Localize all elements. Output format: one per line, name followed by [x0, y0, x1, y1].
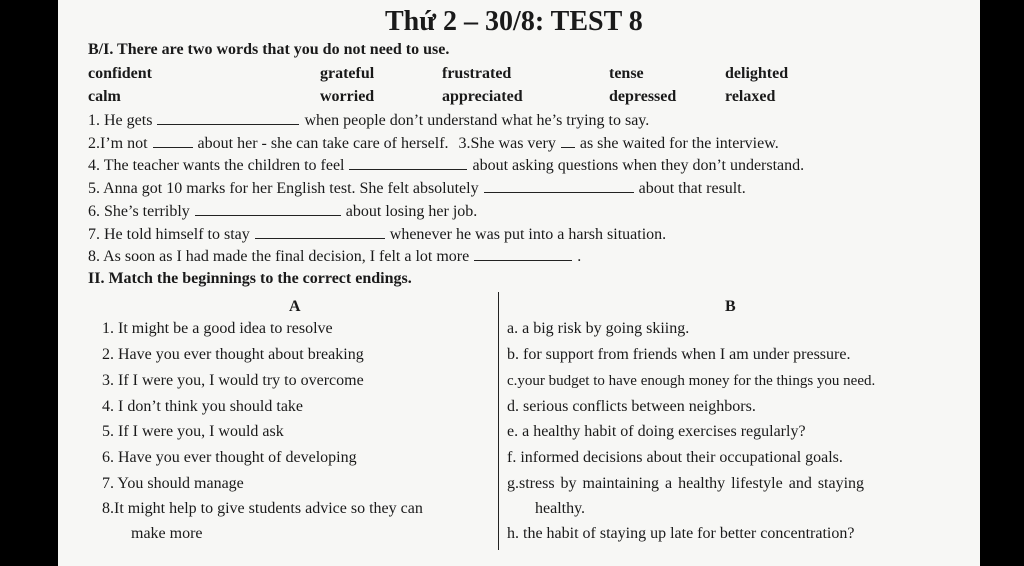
word-worried: worried: [320, 88, 375, 105]
match-a-3: 3. If I were you, I would try to overcome: [102, 372, 364, 389]
answer-blank-5[interactable]: [484, 178, 634, 193]
word-delighted: delighted: [725, 65, 789, 82]
answer-blank-4[interactable]: [349, 155, 467, 170]
answer-blank-8[interactable]: [474, 246, 572, 261]
match-b-b: b. for support from friends when I am under pressure.: [507, 346, 851, 363]
match-b-g: g.stress by maintaining a healthy lifestyle and staying: [507, 475, 865, 492]
match-a-4: 4. I don’t think you should take: [102, 398, 304, 415]
answer-blank-7[interactable]: [255, 224, 385, 239]
page-title: Thứ 2 – 30/8: TEST 8: [385, 6, 643, 37]
section2-heading: II. Match the beginnings to the correct endings.: [88, 270, 412, 287]
match-b-c: c.your budget to have enough money for the things you need.: [507, 373, 876, 389]
word-depressed: depressed: [609, 88, 677, 105]
question-4: 4. The teacher wants the children to feel about asking questions when they don’t understand.: [88, 157, 805, 174]
match-a-8-cont: make more: [131, 525, 203, 542]
word-calm: calm: [88, 88, 121, 105]
match-a-6: 6. Have you ever thought of developing: [102, 449, 357, 466]
question-8: 8. As soon as I had made the final decision, I felt a lot more .: [88, 248, 582, 265]
word-relaxed: relaxed: [725, 88, 776, 105]
match-b-h: h. the habit of staying up late for better concentration?: [507, 525, 855, 542]
match-a-8: 8.It might help to give students advice so they can: [102, 500, 423, 517]
question-2-3: 2.I’m not about her - she can take care of herself. 3.She was very as she waited for the interview.: [88, 135, 779, 152]
match-b-e: e. a healthy habit of doing exercises regularly?: [507, 423, 806, 440]
word-tense: tense: [609, 65, 644, 82]
section1-heading: B/I. There are two words that you do not need to use.: [88, 41, 450, 58]
worksheet-page: [58, 0, 980, 566]
question-1: 1. He gets when people don’t understand what he’s trying to say.: [88, 112, 650, 129]
question-6: 6. She’s terribly about losing her job.: [88, 203, 478, 220]
word-frustrated: frustrated: [442, 65, 512, 82]
match-b-g-cont: healthy.: [535, 500, 586, 517]
match-a-2: 2. Have you ever thought about breaking: [102, 346, 364, 363]
word-appreciated: appreciated: [442, 88, 523, 105]
column-a-header: A: [289, 298, 301, 315]
word-confident: confident: [88, 65, 152, 82]
column-divider: [498, 292, 499, 550]
match-b-f: f. informed decisions about their occupational goals.: [507, 449, 843, 466]
answer-blank-2[interactable]: [153, 133, 193, 148]
match-a-5: 5. If I were you, I would ask: [102, 423, 284, 440]
answer-blank-1[interactable]: [157, 110, 299, 125]
match-b-d: d. serious conflicts between neighbors.: [507, 398, 756, 415]
match-a-1: 1. It might be a good idea to resolve: [102, 320, 333, 337]
match-a-7: 7. You should manage: [102, 475, 244, 492]
question-7: 7. He told himself to stay whenever he was put into a harsh situation.: [88, 226, 667, 243]
answer-blank-6[interactable]: [195, 201, 341, 216]
match-b-a: a. a big risk by going skiing.: [507, 320, 690, 337]
column-b-header: B: [725, 298, 736, 315]
word-grateful: grateful: [320, 65, 375, 82]
question-5: 5. Anna got 10 marks for her English test. She felt absolutely about that result.: [88, 180, 746, 197]
answer-blank-3[interactable]: [561, 133, 575, 148]
